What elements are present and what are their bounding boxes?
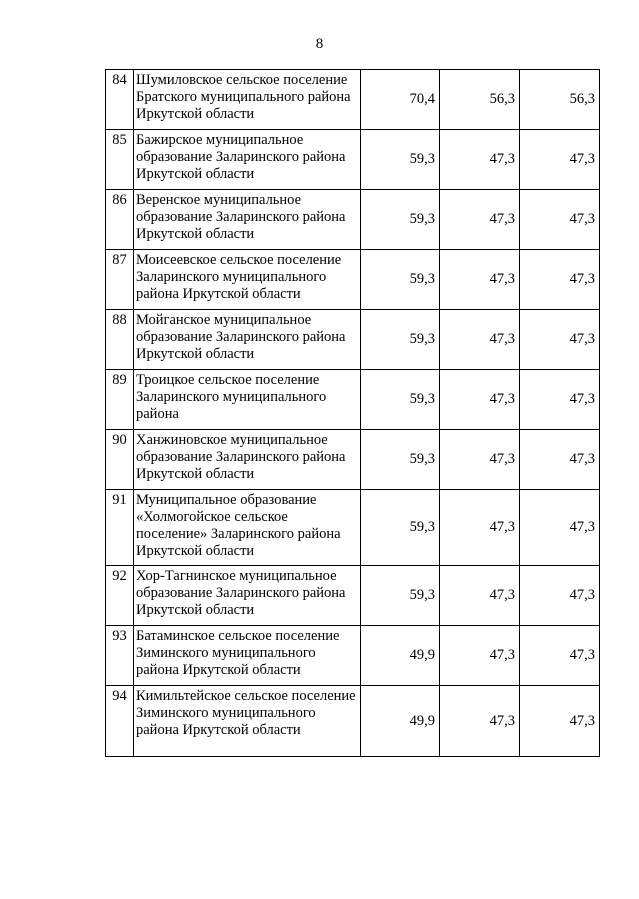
row-number: 94 (106, 686, 134, 757)
row-number: 86 (106, 190, 134, 250)
data-table (105, 69, 600, 757)
municipality-name: Хор-Тагнинское муниципальное образование Заларинского района Иркутской области (134, 566, 361, 626)
value-3: 47,3 (520, 370, 600, 430)
value-2: 56,3 (440, 70, 520, 130)
value-2: 47,3 (440, 626, 520, 686)
value-2: 47,3 (440, 686, 520, 757)
value-1: 59,3 (361, 370, 440, 430)
value-2: 47,3 (440, 310, 520, 370)
table-row (106, 130, 600, 190)
value-2: 47,3 (440, 370, 520, 430)
value-1: 49,9 (361, 686, 440, 757)
municipality-name: Батаминское сельское поселение Зиминского муниципального района Иркутской области (134, 626, 361, 686)
municipality-name: Моисеевское сельское поселение Заларинского муниципального района Иркутской области (134, 250, 361, 310)
row-number: 93 (106, 626, 134, 686)
value-3: 47,3 (520, 190, 600, 250)
value-3: 47,3 (520, 626, 600, 686)
municipality-name: Веренское муниципальное образование Заларинского района Иркутской области (134, 190, 361, 250)
value-1: 49,9 (361, 626, 440, 686)
row-number: 88 (106, 310, 134, 370)
value-3: 47,3 (520, 490, 600, 566)
municipality-name: Троицкое сельское поселение Заларинского муниципального района (134, 370, 361, 430)
page-number: 8 (315, 36, 324, 52)
table-row (106, 190, 600, 250)
table-row (106, 686, 600, 757)
municipality-name: Шумиловское сельское поселение Братского муниципального района Иркутской области (134, 70, 361, 130)
value-1: 59,3 (361, 490, 440, 566)
row-number: 90 (106, 430, 134, 490)
table-row (106, 370, 600, 430)
value-3: 47,3 (520, 430, 600, 490)
row-number: 89 (106, 370, 134, 430)
value-2: 47,3 (440, 490, 520, 566)
value-2: 47,3 (440, 566, 520, 626)
value-2: 47,3 (440, 130, 520, 190)
value-3: 56,3 (520, 70, 600, 130)
municipality-name: Муниципальное образование «Холмогойское сельское поселение» Заларинского района Иркутской области (134, 490, 361, 566)
municipality-name: Мойганское муниципальное образование Заларинского района Иркутской области (134, 310, 361, 370)
table-row (106, 70, 600, 130)
table-row (106, 566, 600, 626)
row-number: 91 (106, 490, 134, 566)
value-1: 59,3 (361, 250, 440, 310)
value-1: 59,3 (361, 566, 440, 626)
row-number: 87 (106, 250, 134, 310)
row-number: 84 (106, 70, 134, 130)
municipality-name: Бажирское муниципальное образование Заларинского района Иркутской области (134, 130, 361, 190)
value-3: 47,3 (520, 686, 600, 757)
value-1: 59,3 (361, 130, 440, 190)
value-3: 47,3 (520, 250, 600, 310)
table-row (106, 490, 600, 566)
municipality-name: Ханжиновское муниципальное образование Заларинского района Иркутской области (134, 430, 361, 490)
value-2: 47,3 (440, 190, 520, 250)
table-row (106, 310, 600, 370)
value-3: 47,3 (520, 310, 600, 370)
value-3: 47,3 (520, 566, 600, 626)
row-number: 92 (106, 566, 134, 626)
value-1: 70,4 (361, 70, 440, 130)
table-row (106, 430, 600, 490)
table-row (106, 626, 600, 686)
value-2: 47,3 (440, 250, 520, 310)
value-1: 59,3 (361, 310, 440, 370)
value-3: 47,3 (520, 130, 600, 190)
municipality-name: Кимильтейское сельское поселение Зиминского муниципального района Иркутской области (134, 686, 361, 757)
row-number: 85 (106, 130, 134, 190)
value-2: 47,3 (440, 430, 520, 490)
table-row (106, 250, 600, 310)
value-1: 59,3 (361, 430, 440, 490)
value-1: 59,3 (361, 190, 440, 250)
